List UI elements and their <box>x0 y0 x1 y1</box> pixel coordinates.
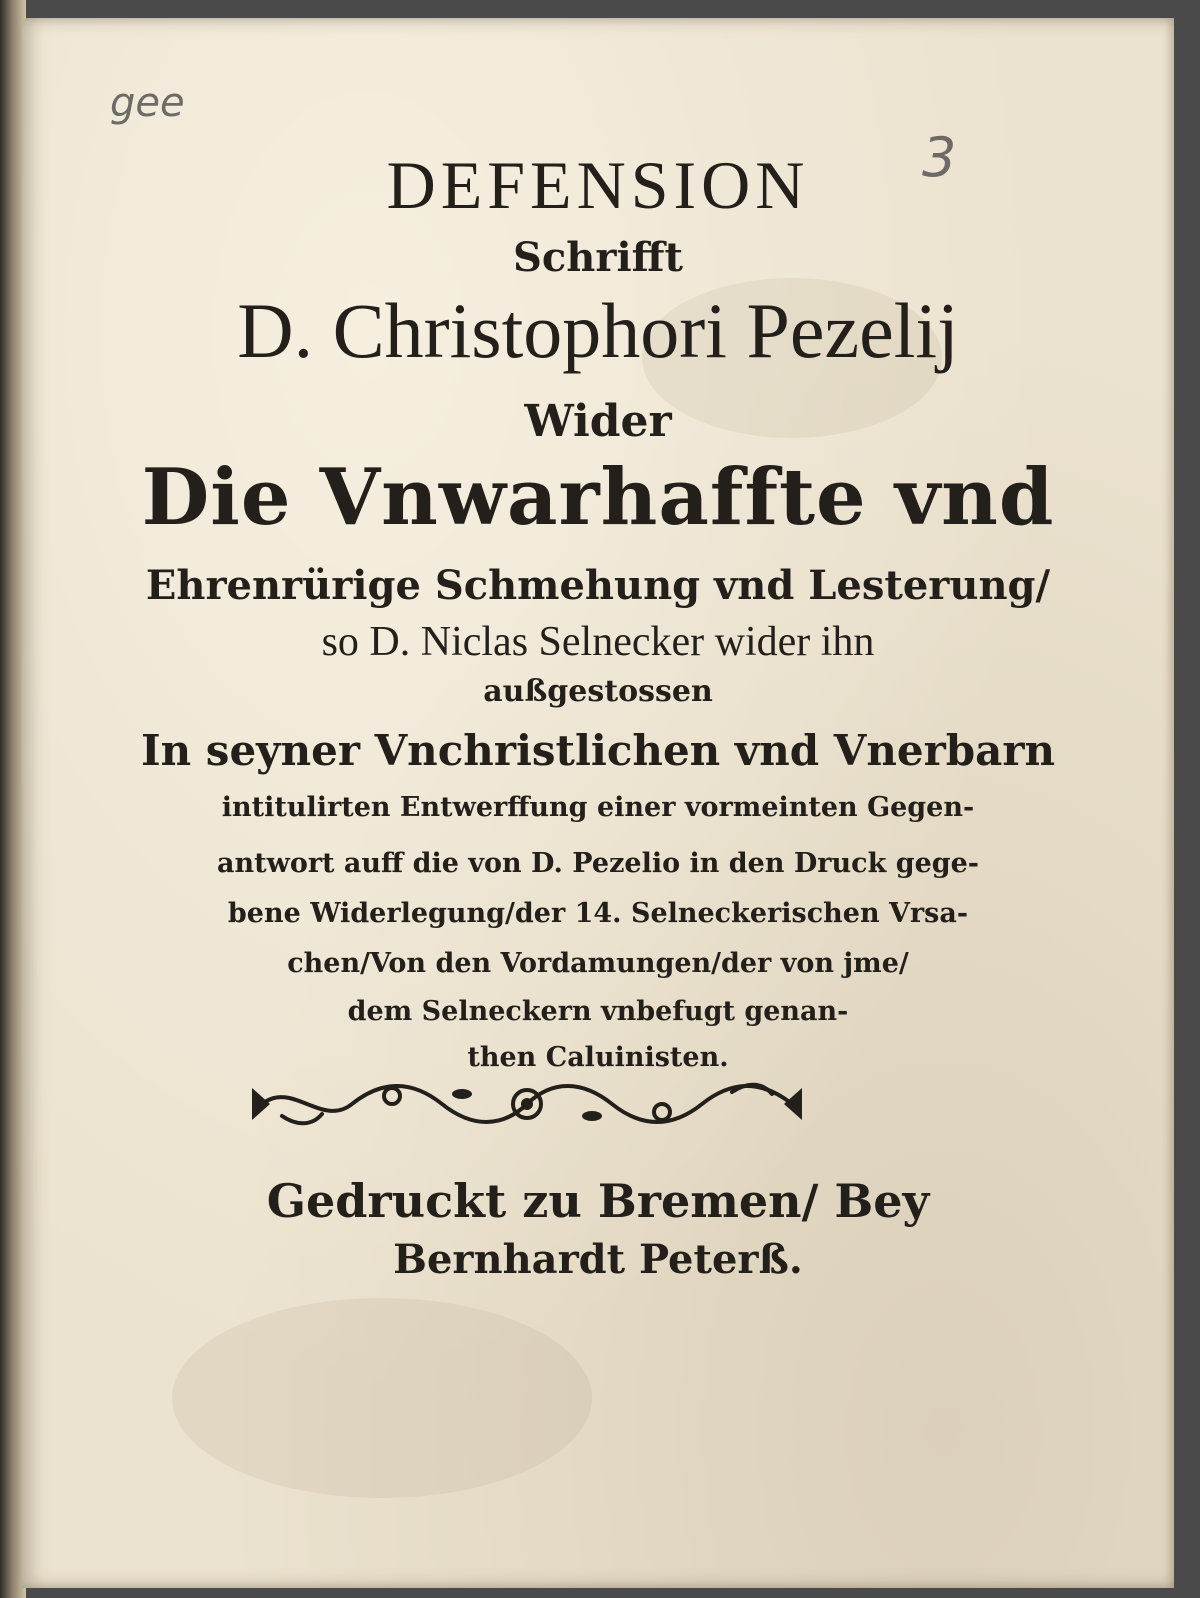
description-line4: bene Widerlegung/der 14. Selneckerischen Vrsa- <box>227 898 969 929</box>
title-subtitle-line3: außgestossen <box>483 674 713 709</box>
title-main: Die Vnwarhaffte vnd <box>141 452 1055 543</box>
handwritten-page-number: 3 <box>922 126 957 189</box>
imprint-line2: Bernhardt Peterß. <box>393 1236 803 1283</box>
description-line3: antwort auff die von D. Pezelio in den Druck gege- <box>216 848 980 879</box>
title-subtitle-line1: Ehrenrürige Schmehung vnd Lesterung/ <box>145 562 1051 609</box>
description-line1: In seyner Vnchristlichen vnd Vnerbarn <box>141 726 1055 775</box>
title-author: D. Christophori Pezelij <box>237 287 959 374</box>
description-line2: intitulirten Entwerffung einer vormeinten Gegen- <box>221 792 975 823</box>
title-page <box>22 18 1174 1588</box>
title-defension: DEFENSION <box>386 147 810 223</box>
handwritten-mark-left: gee <box>110 80 185 126</box>
description-line6: dem Selneckern vnbefugt genan- <box>347 996 849 1027</box>
imprint-line1: Gedruckt zu Bremen/ Bey <box>266 1174 930 1228</box>
description-line5: chen/Von den Vordamungen/der von jme/ <box>287 948 909 979</box>
description-line7: then Caluinisten. <box>467 1042 729 1073</box>
title-wider: Wider <box>524 396 672 447</box>
paper-stain <box>172 1298 592 1498</box>
printer-ornament <box>252 1076 802 1132</box>
title-schrifft: Schrifft <box>513 234 683 281</box>
title-subtitle-line2: so D. Niclas Selnecker wider ihn <box>321 619 875 665</box>
